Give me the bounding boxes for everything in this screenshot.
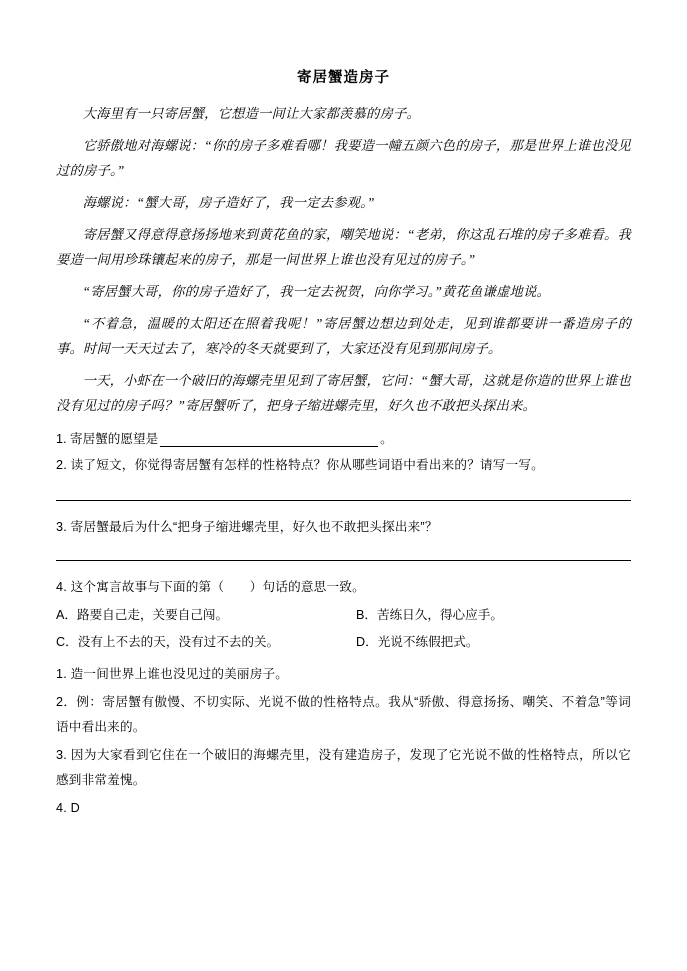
story-paragraph: 它骄傲地对海螺说：“你的房子多难看哪！我要造一幢五颜六色的房子，那是世界上谁也没见过的房子。” [56,138,631,178]
option-a[interactable]: A．路要自己走，关要自己闯。 [56,608,229,622]
questions-section [56,428,631,654]
story-paragraph: 海螺说：“蟹大哥，房子造好了，我一定去参观。” [82,195,375,210]
question-3-answer-blank[interactable] [56,559,631,561]
question-1-answer-blank[interactable] [160,431,378,447]
answer-item: 4. D [56,801,80,815]
story-paragraph: “寄居蟹大哥，你的房子造好了，我一定去祝贺，向你学习。”黄花鱼谦虚地说。 [82,284,551,299]
answer-item: 2．例：寄居蟹有傲慢、不切实际、光说不做的性格特点。我从“骄傲、得意扬扬、嘲笑、不着急”等词语中看出来的。 [56,695,631,734]
story-paragraph: 一天，小虾在一个破旧的海螺壳里见到了寄居蟹，它问：“蟹大哥，这就是你造的世界上谁也没有见过的房子吗？”寄居蟹听了，把身子缩进螺壳里，好久也不敢把头探出来。 [56,373,631,413]
option-row-1 [56,603,631,627]
question-1 [56,428,631,447]
page-title: 寄居蟹造房子 [297,70,390,86]
option-c[interactable]: C．没有上不去的天，没有过不去的关。 [56,635,280,649]
option-row-2 [56,630,631,654]
question-3: 3. 寄居蟹最后为什么“把身子缩进螺壳里，好久也不敢把头探出来”？ [56,520,438,534]
answer-item: 1. 造一间世界上谁也没见过的美丽房子。 [56,667,289,681]
question-4: 4. 这个寓言故事与下面的第（ ）句话的意思一致。 [56,580,365,594]
question-4-options [56,603,631,654]
question-2: 2. 读了短文，你觉得寄居蟹有怎样的性格特点？你从哪些词语中看出来的？请写一写。 [56,458,544,472]
option-b[interactable]: B．苦练日久，得心应手。 [356,608,503,622]
question-1-suffix: 。 [380,432,393,446]
answer-item: 3. 因为大家看到它住在一个破旧的海螺壳里，没有建造房子，发现了它光说不做的性格特点，所以它感到非常羞愧。 [56,748,631,787]
option-d[interactable]: D．光说不练假把式。 [356,635,479,649]
answers-section [56,662,631,821]
story-paragraph: 寄居蟹又得意得意扬扬地来到黄花鱼的家，嘲笑地说：“老弟，你这乱石堆的房子多难看。我要造一间用珍珠镶起来的房子，那是一间世界上谁也没有见过的房子。” [56,227,631,267]
story-body [56,101,631,418]
question-1-label: 1. 寄居蟹的愿望是 [56,432,159,446]
story-paragraph: “不着急，温暖的太阳还在照着我呢！”寄居蟹边想边到处走，见到谁都要讲一番造房子的事。时间一天天过去了，寒冷的冬天就要到了，大家还没有见到那间房子。 [56,316,631,356]
story-paragraph: 大海里有一只寄居蟹，它想造一间让大家都羡慕的房子。 [82,106,421,121]
question-2-answer-blank[interactable] [56,499,631,501]
